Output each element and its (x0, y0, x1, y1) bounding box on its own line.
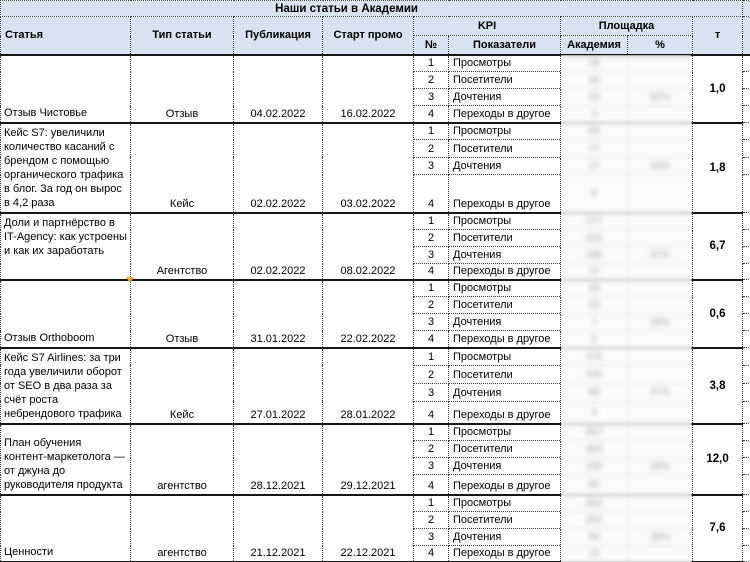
academy-value-cell[interactable] (561, 314, 628, 331)
kpi-num-cell[interactable]: 1 (414, 348, 449, 366)
academy-value-cell[interactable] (561, 123, 628, 140)
type-cell[interactable]: агентство (131, 495, 234, 562)
kpi-indicator-cell[interactable]: Посетители (449, 365, 561, 383)
kpi-indicator-cell[interactable]: Дочтения (449, 247, 561, 264)
kpi-indicator-cell[interactable]: Посетители (449, 230, 561, 247)
kpi-indicator-cell[interactable]: Дочтения (449, 383, 561, 401)
redacted-academy-value: 23 (588, 300, 600, 311)
redacted-academy-value: 3 (591, 407, 597, 419)
promo-start-cell[interactable]: 22.02.2022 (323, 280, 414, 348)
percent-value-cell[interactable] (628, 72, 693, 89)
promo-start-cell[interactable]: 28.01.2022 (323, 348, 414, 424)
kpi-num-cell[interactable]: 2 (414, 140, 449, 157)
type-cell[interactable]: Кейс (131, 348, 234, 424)
kpi-indicator-cell[interactable]: Дочтения (449, 89, 561, 106)
col-header-platform[interactable]: Площадка (561, 17, 693, 36)
col-header-kpi-num[interactable]: № (414, 36, 449, 55)
type-cell[interactable]: Агентство (131, 213, 234, 280)
tons-cell[interactable]: 0,6 (693, 280, 743, 348)
edge-stub-cell[interactable] (743, 441, 750, 458)
academy-value-cell[interactable] (561, 424, 628, 441)
redacted-academy-value: 198 (585, 250, 603, 261)
redacted-academy-value: 84 (588, 126, 600, 138)
table-title[interactable]: Наши статьи в Академии (1, 1, 743, 17)
academy-value-cell[interactable] (561, 280, 628, 297)
academy-value-cell[interactable] (561, 247, 628, 264)
percent-value-cell[interactable] (628, 247, 693, 264)
col-header-kpi-indicators[interactable]: Показатели (449, 36, 561, 55)
edge-stub-cell[interactable] (743, 280, 750, 297)
edge-stub-cell[interactable] (743, 72, 750, 89)
kpi-num-cell[interactable]: 4 (414, 264, 449, 280)
percent-value-cell[interactable] (628, 512, 693, 529)
redacted-percent-value: 26% (649, 461, 670, 472)
percent-value-cell[interactable] (628, 529, 693, 546)
kpi-indicator-cell[interactable]: Переходы в другое (449, 546, 561, 562)
percent-value-cell[interactable] (628, 546, 693, 562)
edge-stub-cell[interactable] (743, 331, 750, 348)
percent-value-cell[interactable] (628, 140, 693, 157)
percent-value-cell[interactable] (628, 157, 693, 174)
kpi-num-cell[interactable]: 4 (414, 475, 449, 495)
edge-stub-cell[interactable] (743, 546, 750, 562)
publication-cell[interactable]: 04.02.2022 (234, 55, 323, 123)
percent-value-cell[interactable] (628, 175, 693, 213)
percent-value-cell[interactable] (628, 264, 693, 280)
kpi-num-cell[interactable]: 1 (414, 213, 449, 230)
kpi-num-cell[interactable]: 4 (414, 546, 449, 562)
redacted-academy-value: 62 (588, 479, 600, 491)
kpi-indicator-cell[interactable]: Просмотры (449, 424, 561, 441)
percent-value-cell[interactable] (628, 106, 693, 123)
redacted-percent-value: 27% (649, 387, 670, 399)
kpi-indicator-cell[interactable]: Посетители (449, 297, 561, 314)
percent-value-cell[interactable] (628, 348, 693, 366)
redacted-academy-value: 11 (588, 266, 600, 278)
redacted-academy-value: 223 (585, 233, 603, 244)
header-stub-cell[interactable] (743, 17, 750, 55)
kpi-num-cell[interactable]: 3 (414, 529, 449, 546)
kpi-indicator-cell[interactable]: Переходы в другое (449, 264, 561, 280)
kpi-num-cell[interactable]: 4 (414, 401, 449, 423)
academy-value-cell[interactable] (561, 331, 628, 348)
redacted-academy-value: 36 (588, 75, 600, 86)
edge-stub-cell[interactable] (743, 89, 750, 106)
academy-value-cell[interactable] (561, 348, 628, 366)
publication-cell[interactable]: 31.01.2022 (234, 280, 323, 348)
kpi-indicator-cell[interactable]: Просмотры (449, 280, 561, 297)
academy-value-cell[interactable] (561, 72, 628, 89)
academy-value-cell[interactable] (561, 230, 628, 247)
redacted-percent-value: 20% (649, 160, 670, 172)
publication-cell[interactable]: 02.02.2022 (234, 213, 323, 280)
academy-value-cell[interactable] (561, 529, 628, 546)
edge-stub-cell[interactable] (743, 264, 750, 280)
promo-start-cell[interactable]: 03.02.2022 (323, 123, 414, 213)
academy-value-cell[interactable] (561, 264, 628, 280)
promo-start-cell[interactable]: 16.02.2022 (323, 55, 414, 123)
academy-value-cell[interactable] (561, 140, 628, 157)
col-header-type[interactable]: Тип статьи (131, 17, 234, 55)
col-header-tons[interactable]: т (693, 17, 743, 55)
kpi-indicator-cell[interactable]: Посетители (449, 441, 561, 458)
redacted-percent-value: 29% (649, 532, 670, 543)
col-header-article[interactable]: Статья (1, 17, 131, 55)
academy-value-cell[interactable] (561, 546, 628, 562)
percent-value-cell[interactable] (628, 213, 693, 230)
kpi-num-cell[interactable]: 4 (414, 331, 449, 348)
kpi-indicator-cell[interactable]: Переходы в другое (449, 175, 561, 213)
kpi-indicator-cell[interactable]: Посетители (449, 512, 561, 529)
edge-stub-cell[interactable] (743, 297, 750, 314)
kpi-num-cell[interactable]: 3 (414, 383, 449, 401)
percent-value-cell[interactable] (628, 55, 693, 72)
kpi-indicator-cell[interactable]: Переходы в другое (449, 331, 561, 348)
edge-stub-cell[interactable] (743, 365, 750, 383)
kpi-indicator-cell[interactable]: Переходы в другое (449, 475, 561, 495)
article-cell[interactable]: Ценности (1, 495, 131, 562)
kpi-num-cell[interactable]: 4 (414, 175, 449, 213)
article-cell[interactable]: Кейс S7 Airlines: за три года увеличили оборот от SEO в два раза за счёт роста небрендового трафика (1, 348, 131, 424)
publication-cell[interactable]: 28.12.2021 (234, 424, 323, 495)
redacted-academy-value: 39 (588, 58, 600, 70)
tons-cell[interactable]: 1,8 (693, 123, 743, 213)
kpi-num-cell[interactable]: 2 (414, 72, 449, 89)
tons-cell[interactable]: 7,6 (693, 495, 743, 562)
edge-stub-cell[interactable] (743, 383, 750, 401)
redacted-academy-value: 3 (591, 108, 597, 120)
publication-cell[interactable]: 21.12.2021 (234, 495, 323, 562)
redacted-academy-value: 362 (585, 498, 603, 510)
edge-stub-cell[interactable] (743, 247, 750, 264)
col-header-promo-start[interactable]: Старт промо (323, 17, 414, 55)
col-header-kpi[interactable]: KPI (414, 17, 561, 36)
redacted-academy-value: 277 (585, 216, 603, 228)
article-cell[interactable]: План обучения контент-маркетолога — от джуна до руководителя продукта (1, 424, 131, 495)
kpi-num-cell[interactable]: 3 (414, 157, 449, 174)
kpi-num-cell[interactable]: 4 (414, 106, 449, 123)
percent-value-cell[interactable] (628, 89, 693, 106)
article-cell[interactable]: Отзыв Чистовье (1, 55, 131, 123)
type-cell[interactable]: Отзыв (131, 55, 234, 123)
redacted-academy-value: 24 (588, 92, 600, 103)
kpi-indicator-cell[interactable]: Посетители (449, 140, 561, 157)
kpi-num-cell[interactable]: 1 (414, 280, 449, 297)
kpi-indicator-cell[interactable]: Переходы в другое (449, 401, 561, 423)
publication-cell[interactable]: 02.02.2022 (234, 123, 323, 213)
academy-value-cell[interactable] (561, 441, 628, 458)
edge-stub-cell[interactable] (743, 140, 750, 157)
kpi-num-cell[interactable]: 2 (414, 297, 449, 314)
kpi-indicator-cell[interactable]: Дочтения (449, 458, 561, 475)
percent-value-cell[interactable] (628, 314, 693, 331)
kpi-indicator-cell[interactable]: Переходы в другое (449, 106, 561, 123)
type-cell[interactable]: агентство (131, 424, 234, 495)
academy-value-cell[interactable] (561, 213, 628, 230)
kpi-num-cell[interactable]: 1 (414, 424, 449, 441)
redacted-academy-value: 139 (585, 461, 603, 472)
title-stub-cell[interactable] (743, 1, 750, 17)
redacted-academy-value: 12 (588, 548, 600, 560)
edge-stub-cell[interactable] (743, 157, 750, 174)
percent-value-cell[interactable] (628, 401, 693, 423)
kpi-num-cell[interactable]: 3 (414, 458, 449, 475)
redacted-academy-value: 291 (585, 515, 603, 526)
edge-stub-cell[interactable] (743, 458, 750, 475)
redacted-percent-value: 57% (649, 250, 670, 261)
edge-stub-cell[interactable] (743, 348, 750, 366)
percent-value-cell[interactable] (628, 297, 693, 314)
kpi-num-cell[interactable]: 1 (414, 55, 449, 72)
col-header-academy[interactable]: Академия (561, 36, 628, 55)
edge-stub-cell[interactable] (743, 495, 750, 512)
article-cell[interactable]: Отзыв Orthoboom (1, 280, 131, 348)
kpi-num-cell[interactable]: 2 (414, 230, 449, 247)
article-cell[interactable]: Доли и партнёрство в IT-Agency: как устроены и как их заработать (1, 213, 131, 280)
kpi-num-cell[interactable]: 2 (414, 512, 449, 529)
redacted-academy-value: 8 (591, 188, 597, 200)
academy-value-cell[interactable] (561, 495, 628, 512)
tons-cell[interactable]: 1,0 (693, 55, 743, 123)
redacted-academy-value: 2 (591, 333, 597, 345)
redacted-academy-value: 17 (588, 160, 600, 172)
redacted-academy-value: 86 (588, 387, 600, 399)
percent-value-cell[interactable] (628, 383, 693, 401)
publication-cell[interactable]: 27.01.2022 (234, 348, 323, 424)
academy-value-cell[interactable] (561, 512, 628, 529)
kpi-indicator-cell[interactable]: Просмотры (449, 55, 561, 72)
percent-value-cell[interactable] (628, 230, 693, 247)
redacted-academy-value: 77 (588, 143, 600, 155)
percent-value-cell[interactable] (628, 495, 693, 512)
academy-value-cell[interactable] (561, 458, 628, 475)
edge-stub-cell[interactable] (743, 213, 750, 230)
percent-value-cell[interactable] (628, 458, 693, 475)
kpi-num-cell[interactable]: 2 (414, 441, 449, 458)
academy-value-cell[interactable] (561, 55, 628, 72)
redacted-academy-value: 176 (585, 351, 603, 363)
kpi-indicator-cell[interactable]: Просмотры (449, 123, 561, 140)
academy-value-cell[interactable] (561, 175, 628, 213)
percent-value-cell[interactable] (628, 424, 693, 441)
redacted-academy-value: 94 (588, 532, 600, 543)
redacted-percent-value: 28% (649, 317, 670, 328)
article-cell[interactable]: Кейс S7: увеличили количество касаний с брендом с помощью органического трафика в блог. За год он вырос в 4,2 раза (1, 123, 131, 213)
redacted-academy-value: 7 (591, 317, 597, 328)
percent-value-cell[interactable] (628, 331, 693, 348)
edge-stub-cell[interactable] (743, 512, 750, 529)
academy-value-cell[interactable] (561, 475, 628, 495)
academy-value-cell[interactable] (561, 157, 628, 174)
kpi-num-cell[interactable]: 3 (414, 314, 449, 331)
edge-stub-cell[interactable] (743, 123, 750, 140)
percent-value-cell[interactable] (628, 441, 693, 458)
kpi-indicator-cell[interactable]: Дочтения (449, 314, 561, 331)
percent-value-cell[interactable] (628, 280, 693, 297)
academy-value-cell[interactable] (561, 401, 628, 423)
promo-start-cell[interactable]: 29.12.2021 (323, 424, 414, 495)
kpi-indicator-cell[interactable]: Просмотры (449, 213, 561, 230)
promo-start-cell[interactable]: 22.12.2021 (323, 495, 414, 562)
percent-value-cell[interactable] (628, 365, 693, 383)
tons-cell[interactable]: 3,8 (693, 348, 743, 424)
percent-value-cell[interactable] (628, 123, 693, 140)
redacted-percent-value: 62% (649, 92, 670, 103)
kpi-num-cell[interactable]: 1 (414, 123, 449, 140)
tons-cell[interactable]: 12,0 (693, 424, 743, 495)
academy-value-cell[interactable] (561, 297, 628, 314)
kpi-num-cell[interactable]: 2 (414, 365, 449, 383)
edge-stub-cell[interactable] (743, 106, 750, 123)
col-header-publication[interactable]: Публикация (234, 17, 323, 55)
percent-value-cell[interactable] (628, 475, 693, 495)
kpi-indicator-cell[interactable]: Дочтения (449, 157, 561, 174)
kpi-indicator-cell[interactable]: Посетители (449, 72, 561, 89)
tons-cell[interactable]: 6,7 (693, 213, 743, 280)
edge-stub-cell[interactable] (743, 424, 750, 441)
type-cell[interactable]: Отзыв (131, 280, 234, 348)
academy-value-cell[interactable] (561, 89, 628, 106)
redacted-academy-value: 132 (585, 369, 603, 381)
redacted-academy-value: 403 (585, 444, 603, 455)
edge-stub-cell[interactable] (743, 401, 750, 423)
col-header-percent[interactable]: % (628, 36, 693, 55)
redacted-academy-value: 29 (588, 283, 600, 295)
kpi-num-cell[interactable]: 1 (414, 495, 449, 512)
edge-stub-cell[interactable] (743, 314, 750, 331)
academy-value-cell[interactable] (561, 365, 628, 383)
edge-stub-cell[interactable] (743, 55, 750, 72)
academy-value-cell[interactable] (561, 383, 628, 401)
kpi-num-cell[interactable]: 3 (414, 247, 449, 264)
redacted-academy-value: 567 (585, 427, 603, 439)
edge-stub-cell[interactable] (743, 475, 750, 495)
edge-stub-cell[interactable] (743, 175, 750, 213)
kpi-num-cell[interactable]: 3 (414, 89, 449, 106)
promo-start-cell[interactable]: 08.02.2022 (323, 213, 414, 280)
academy-value-cell[interactable] (561, 106, 628, 123)
edge-stub-cell[interactable] (743, 230, 750, 247)
type-cell[interactable]: Кейс (131, 123, 234, 213)
kpi-indicator-cell[interactable]: Дочтения (449, 529, 561, 546)
kpi-indicator-cell[interactable]: Просмотры (449, 348, 561, 366)
kpi-indicator-cell[interactable]: Просмотры (449, 495, 561, 512)
edge-stub-cell[interactable] (743, 529, 750, 546)
